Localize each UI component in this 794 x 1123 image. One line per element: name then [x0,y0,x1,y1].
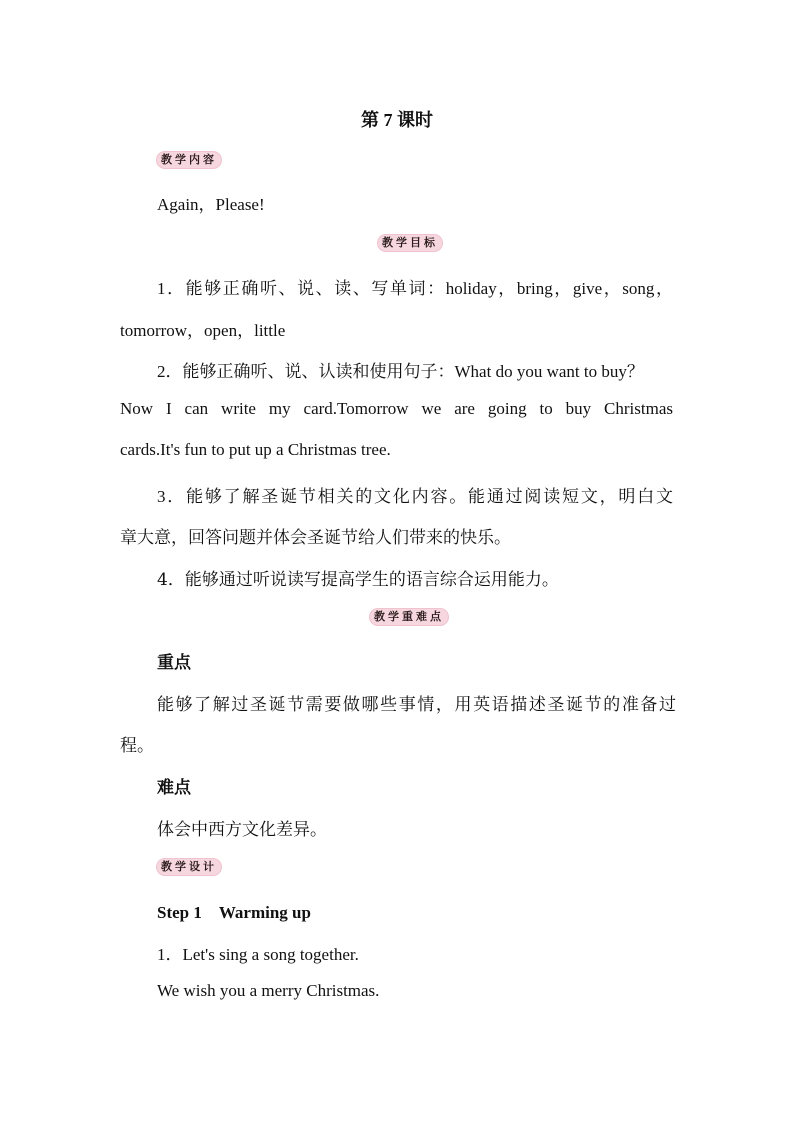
teaching-design-badge: 教学设计 [157,859,221,875]
teaching-content-badge: 教学内容 [157,152,221,168]
goal-4-line-1: 4．能够通过听说读写提高学生的语言综合运用能力。 [157,570,559,590]
difficulty-heading: 难点 [157,778,191,798]
goal-3-line-2: 章大意，回答问题并体会圣诞节给人们带来的快乐。 [120,528,511,548]
key-difficult-points-badge: 教学重难点 [370,609,448,625]
design-item-2: We wish you a merry Christmas. [157,981,380,1000]
teaching-goals-badge: 教学目标 [378,235,442,251]
goal-1-line-2: tomorrow，open，little [120,321,286,340]
design-item-1: 1．Let's sing a song together. [157,945,359,964]
difficulty-text: 体会中西方文化差异。 [157,820,327,840]
goal-1-line-1: 1．能够正确听、说、读、写单词：holiday，bring，give，song， [157,279,673,298]
focus-heading: 重点 [157,653,191,673]
content-text: Again，Please! [157,195,265,214]
focus-text-line-1: 能够了解过圣诞节需要做哪些事情，用英语描述圣诞节的准备过 [157,695,676,714]
focus-text-line-2: 程。 [120,736,154,756]
goal-3-line-1: 3．能够了解圣诞节相关的文化内容。能通过阅读短文，明白文 [157,487,673,506]
step-1-heading: Step 1 Warming up [157,903,311,922]
goal-2-line-2: Now I can write my card.Tomorrow we are going to buy Christmas [120,399,673,418]
goal-2-line-1: 2．能够正确听、说、认读和使用句子：What do you want to buy？ [157,362,644,381]
lesson-title: 第 7 课时 [361,110,433,130]
goal-2-line-3: cards.It's fun to put up a Christmas tree. [120,440,391,459]
